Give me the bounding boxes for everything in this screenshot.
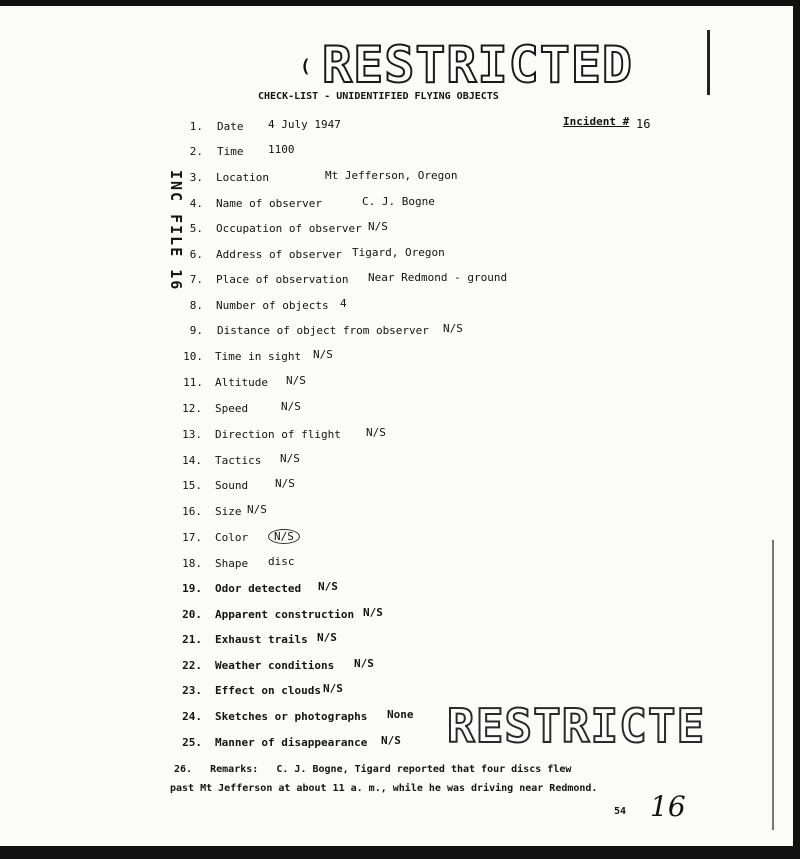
item-value: N/S xyxy=(247,503,267,516)
item-label: Shape xyxy=(215,557,249,570)
item-value: C. J. Bogne xyxy=(362,195,435,208)
item-label: Sound xyxy=(215,479,249,492)
item-number: 18. xyxy=(182,557,202,570)
item-label: Date xyxy=(217,120,244,133)
item-value: N/S xyxy=(363,606,383,619)
item-value: N/S xyxy=(368,220,388,233)
item-value: N/S xyxy=(354,657,374,670)
item-number: 8. xyxy=(189,299,203,312)
scan-edge-top xyxy=(0,0,800,6)
item-value: N/S xyxy=(443,322,463,335)
item-value: None xyxy=(387,708,414,721)
item-number: 24. xyxy=(182,710,202,723)
restricted-stamp-top: RESTRICTED xyxy=(322,36,634,94)
item-number: 9. xyxy=(189,324,203,337)
item-value: N/S xyxy=(286,374,306,387)
item-value: disc xyxy=(268,555,295,568)
stamp-paren-mark: ( xyxy=(300,56,311,77)
item-number: 3. xyxy=(189,171,203,184)
item-label: Weather conditions xyxy=(215,659,335,672)
item-number: 17. xyxy=(182,531,202,544)
item-value: 4 July 1947 xyxy=(268,118,341,131)
item-number: 19. xyxy=(182,582,202,595)
item-number: 15. xyxy=(182,479,202,492)
margin-mark-lower xyxy=(772,540,774,830)
item-number: 12. xyxy=(182,402,202,415)
item-number: 2. xyxy=(189,145,203,158)
item-label: Address of observer xyxy=(216,248,342,261)
item-label: Distance of object from observer xyxy=(217,324,429,337)
item-number: 11. xyxy=(183,376,203,389)
item-value: N/S xyxy=(318,580,338,593)
item-value: 4 xyxy=(340,297,347,310)
item-value: Near Redmond - ground xyxy=(368,271,508,284)
item-number: 5. xyxy=(189,222,203,235)
item-number: 22. xyxy=(182,659,202,672)
remarks-line-1: C. J. Bogne, Tigard reported that four discs flew xyxy=(276,764,572,775)
item-value: Tigard, Oregon xyxy=(352,246,445,259)
item-label: Effect on clouds xyxy=(215,684,321,697)
item-value: N/S xyxy=(366,426,386,439)
margin-mark xyxy=(707,30,710,95)
item-number: 13. xyxy=(182,428,202,441)
footer-mark: 54 xyxy=(614,806,627,817)
handwritten-page-number: 16 xyxy=(650,790,686,823)
item-value: N/S xyxy=(281,400,301,413)
side-file-text: INC FILE 16 xyxy=(167,170,185,292)
item-label: Speed xyxy=(215,402,249,415)
item-label: Name of observer xyxy=(216,197,322,210)
item-label: Time in sight xyxy=(215,350,302,363)
item-number: 14. xyxy=(182,454,202,467)
item-label: Manner of disappearance xyxy=(215,736,368,749)
item-number: 1. xyxy=(189,120,203,133)
item-label: Odor detected xyxy=(215,582,302,595)
document-title: CHECK-LIST - UNIDENTIFIED FLYING OBJECTS xyxy=(258,91,499,102)
incident-label: Incident # xyxy=(563,115,630,128)
item-label: Place of observation xyxy=(216,273,349,286)
item-number: 23. xyxy=(182,684,202,697)
remarks-number: 26. xyxy=(174,764,193,775)
item-number: 20. xyxy=(182,608,202,621)
item-label: Time xyxy=(217,145,244,158)
item-label: Size xyxy=(215,505,242,518)
incident-number: 16 xyxy=(636,117,651,131)
item-number: 6. xyxy=(189,248,203,261)
item-value: N/S xyxy=(317,631,337,644)
scan-edge-right xyxy=(793,0,800,859)
item-value: N/S xyxy=(381,734,401,747)
item-value: 1100 xyxy=(268,143,295,156)
item-value: N/S xyxy=(313,348,333,361)
item-label: Tactics xyxy=(215,454,262,467)
item-value: N/S xyxy=(280,452,300,465)
item-label: Exhaust trails xyxy=(215,633,308,646)
item-value: N/S xyxy=(268,529,300,544)
item-label: Occupation of observer xyxy=(216,222,362,235)
item-label: Sketches or photographs xyxy=(215,710,368,723)
item-value: Mt Jefferson, Oregon xyxy=(325,169,458,182)
item-label: Number of objects xyxy=(216,299,329,312)
item-label: Direction of flight xyxy=(215,428,341,441)
item-number: 16. xyxy=(182,505,202,518)
restricted-stamp-bottom: RESTRICTE xyxy=(447,699,706,753)
item-number: 10. xyxy=(183,350,203,363)
item-number: 21. xyxy=(182,633,202,646)
remarks-line-2: past Mt Jefferson at about 11 a. m., while he was driving near Redmond. xyxy=(170,783,598,794)
remarks-label: Remarks: xyxy=(210,764,259,775)
item-number: 25. xyxy=(182,736,202,749)
item-label: Color xyxy=(215,531,249,544)
item-number: 4. xyxy=(189,197,203,210)
remarks-block xyxy=(170,760,597,798)
item-number: 7. xyxy=(189,273,203,286)
item-value: N/S xyxy=(323,682,343,695)
item-label: Location xyxy=(216,171,269,184)
scan-edge-bottom xyxy=(0,846,800,859)
item-label: Altitude xyxy=(215,376,268,389)
item-label: Apparent construction xyxy=(215,608,355,621)
item-value: N/S xyxy=(275,477,295,490)
